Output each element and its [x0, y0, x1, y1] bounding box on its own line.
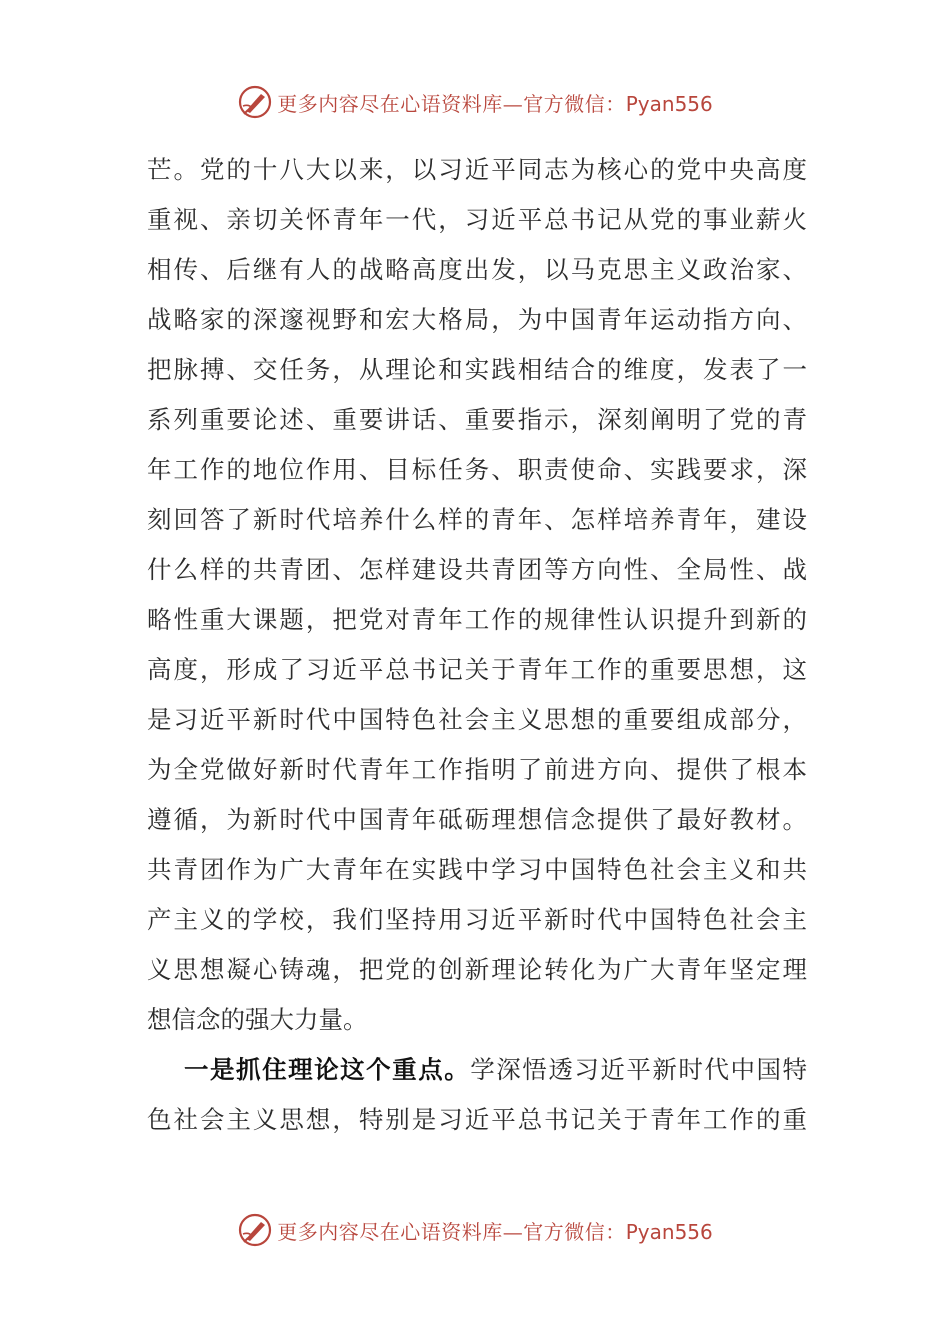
text-line: 为全党做好新时代青年工作指明了前进方向、提供了根本	[147, 755, 807, 784]
text-line: 义思想凝心铸魂，把党的创新理论转化为广大青年坚定理	[147, 955, 807, 984]
header-banner-text: 更多内容尽在心语资料库—官方微信：Pyan556	[277, 91, 713, 116]
bold-lead: 一是抓住理论这个重点。	[184, 1055, 471, 1084]
text-line: 把脉搏、交任务，从理论和实践相结合的维度，发表了一	[147, 355, 807, 384]
text-line: 相传、后继有人的战略高度出发，以马克思主义政治家、	[147, 255, 807, 284]
document-body	[147, 145, 807, 1145]
text-line: 色社会主义思想，特别是习近平总书记关于青年工作的重	[147, 1105, 807, 1134]
footer-banner-text: 更多内容尽在心语资料库—官方微信：Pyan556	[277, 1219, 713, 1244]
text-line: 系列重要论述、重要讲话、重要指示，深刻阐明了党的青	[147, 405, 807, 434]
text-line: 遵循，为新时代中国青年砥砺理想信念提供了最好教材。	[147, 805, 807, 834]
text-line: 共青团作为广大青年在实践中学习中国特色社会主义和共	[147, 855, 807, 884]
text-line: 战略家的深邃视野和宏大格局，为中国青年运动指方向、	[147, 305, 807, 334]
text-line: 刻回答了新时代培养什么样的青年、怎样培养青年，建设	[147, 505, 807, 534]
text-line: 芒。党的十八大以来，以习近平同志为核心的党中央高度	[147, 155, 807, 184]
text-line: 略性重大课题，把党对青年工作的规律性认识提升到新的	[147, 605, 807, 634]
text-line: 年工作的地位作用、目标任务、职责使命、实践要求，深	[147, 455, 807, 484]
text-span: 学深悟透习近平新时代中国特	[470, 1055, 808, 1084]
text-line: 什么样的共青团、怎样建设共青团等方向性、全局性、战	[147, 555, 807, 584]
pen-logo-icon	[237, 84, 273, 120]
text-line: 想信念的强大力量。	[147, 1005, 368, 1034]
pen-logo-icon	[237, 1212, 273, 1248]
text-line: 重视、亲切关怀青年一代，习近平总书记从党的事业薪火	[147, 205, 807, 234]
text-line: 产主义的学校，我们坚持用习近平新时代中国特色社会主	[147, 905, 807, 934]
text-line: 高度，形成了习近平总书记关于青年工作的重要思想，这	[147, 655, 807, 684]
footer-banner	[0, 1208, 950, 1252]
header-banner	[0, 80, 950, 124]
paragraph2-first-line	[147, 1045, 807, 1095]
text-line: 是习近平新时代中国特色社会主义思想的重要组成部分，	[147, 705, 807, 734]
